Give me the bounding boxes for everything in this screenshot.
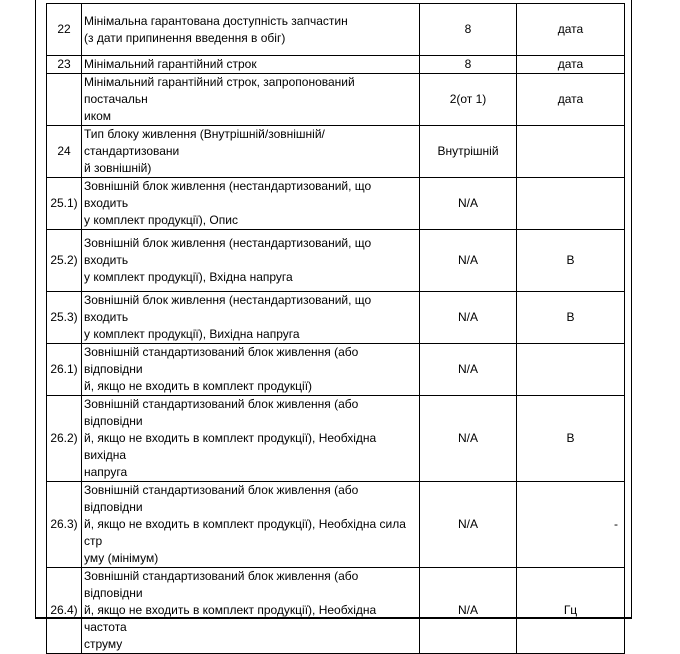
row-number: 25.1)	[47, 178, 82, 230]
row-unit: дата	[517, 56, 625, 74]
row-description-text: Мінімальний гарантійний строк, запропонований постачальн иком	[84, 75, 355, 123]
table-row	[47, 396, 625, 482]
row-description	[82, 482, 420, 568]
table-row	[47, 4, 625, 56]
row-unit: дата	[517, 74, 625, 126]
row-description-text: Зовнішній стандартизований блок живлення (або відповідни й, якщо не входить в комплект продукції), Необхідна вихідна напруга	[84, 397, 377, 479]
row-description	[82, 292, 420, 344]
row-number: 22	[47, 4, 82, 56]
row-description	[82, 126, 420, 178]
row-value: 2(от 1)	[420, 74, 517, 126]
row-number: 26.3)	[47, 482, 82, 568]
row-description	[82, 178, 420, 230]
row-description-text: Зовнішній стандартизований блок живлення (або відповідни й, якщо не входить в комплект продукції), Необхідна сила стр уму (мінімум)	[84, 483, 406, 565]
table-row	[47, 74, 625, 126]
row-description-text: Зовнішній блок живлення (нестандартизований, що входить у комплект продукції), Опис	[84, 179, 372, 227]
row-value: N/A	[420, 396, 517, 482]
row-value: N/A	[420, 482, 517, 568]
row-description-text: Зовнішній стандартизований блок живлення (або відповідни й, якщо не входить в комплект продукції), Необхідна частота струму	[84, 569, 377, 651]
row-unit	[517, 344, 625, 396]
table-row	[47, 230, 625, 292]
row-description	[82, 344, 420, 396]
row-description	[82, 396, 420, 482]
row-unit: В	[517, 230, 625, 292]
row-unit: В	[517, 396, 625, 482]
row-value: N/A	[420, 344, 517, 396]
spec-table	[46, 3, 625, 654]
row-value: 8	[420, 56, 517, 74]
row-description-text: Зовнішній блок живлення (нестандартизований, що входить у комплект продукції), Вихідна напруга	[84, 293, 372, 341]
row-number: 25.2)	[47, 230, 82, 292]
row-unit	[517, 178, 625, 230]
row-number: 26.4)	[47, 568, 82, 654]
row-description-text: Тип блоку живлення (Внутрішній/зовнішній/ стандартизовани й зовнішній)	[84, 127, 325, 175]
row-number	[47, 74, 82, 126]
row-number: 26.2)	[47, 396, 82, 482]
row-description-text: Зовнішній блок живлення (нестандартизований, що входить у комплект продукції), Вхідна напруга	[84, 236, 372, 284]
row-unit	[517, 126, 625, 178]
table-row	[47, 126, 625, 178]
row-unit: В	[517, 292, 625, 344]
table-row	[47, 292, 625, 344]
row-number: 24	[47, 126, 82, 178]
row-value: N/A	[420, 178, 517, 230]
table-row	[47, 482, 625, 568]
row-description-text: Мінімальна гарантована доступність запчастин (з дати припинення введення в обіг)	[84, 13, 348, 45]
row-description	[82, 4, 420, 56]
table-row	[47, 178, 625, 230]
row-description-text: Мінімальний гарантійний строк	[84, 57, 257, 71]
row-description	[82, 56, 420, 74]
row-value: N/A	[420, 292, 517, 344]
row-value: N/A	[420, 230, 517, 292]
row-number: 23	[47, 56, 82, 74]
row-description	[82, 568, 420, 654]
row-value: 8	[420, 4, 517, 56]
row-unit: Гц	[517, 568, 625, 654]
row-value: N/A	[420, 568, 517, 654]
row-number: 26.1)	[47, 344, 82, 396]
row-description-text: Зовнішній стандартизований блок живлення (або відповідни й, якщо не входить в комплект продукції)	[84, 345, 359, 393]
row-value: Внутрішній	[420, 126, 517, 178]
table-row	[47, 568, 625, 654]
row-number: 25.3)	[47, 292, 82, 344]
row-description	[82, 74, 420, 126]
table-row	[47, 344, 625, 396]
table-row	[47, 56, 625, 74]
row-unit: -	[517, 482, 625, 568]
row-unit: дата	[517, 4, 625, 56]
row-description	[82, 230, 420, 292]
